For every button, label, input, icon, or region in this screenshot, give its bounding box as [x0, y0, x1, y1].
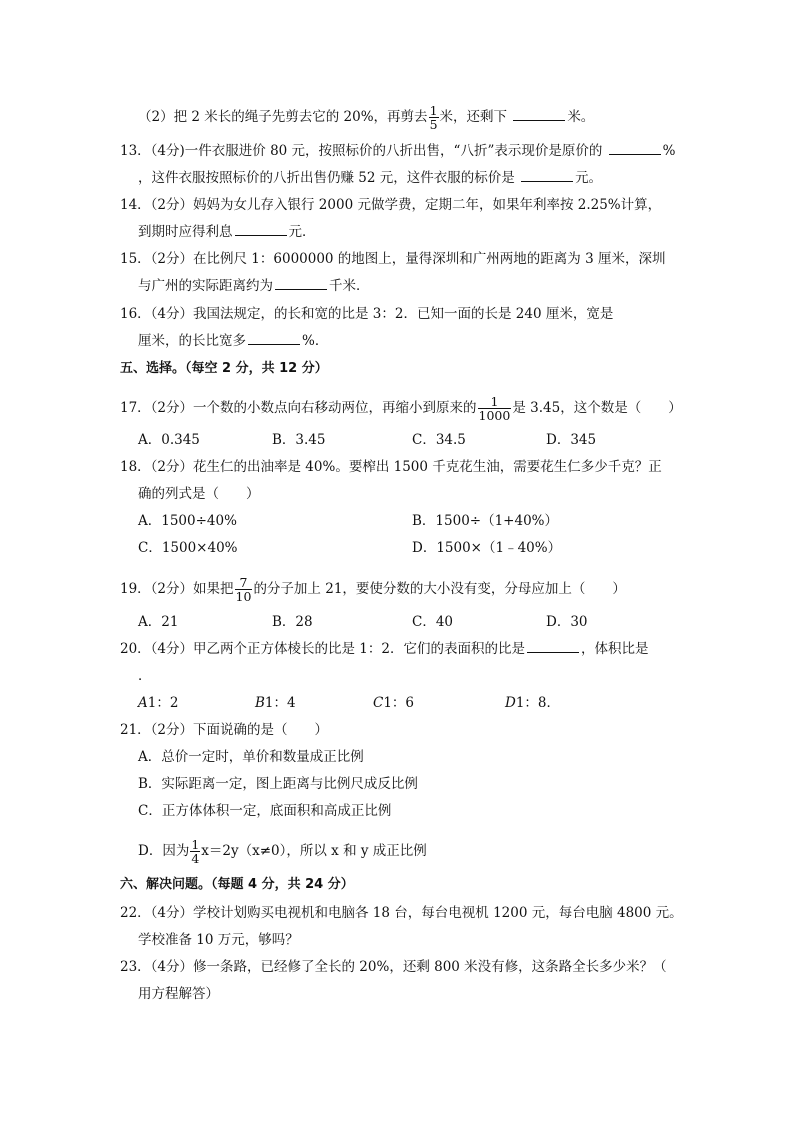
section-heading-choice: 五、选择。（每空 2 分，共 12 分）: [120, 361, 328, 376]
q21-option-c[interactable]: C．正方体体积一定，底面积和高成正比例: [138, 803, 392, 819]
q22-line1: 22．（4分）学校计划购买电视机和电脑各 18 台，每台电视机 1200 元，每台电脑 4800 元。: [120, 905, 683, 921]
q19-option-b[interactable]: B．28: [272, 614, 313, 630]
q14-text-c: 元．: [288, 224, 316, 240]
q14-line1: [120, 196, 661, 214]
fraction-denominator: 10: [235, 589, 252, 604]
q18-option-a[interactable]: A．1500÷40%: [138, 513, 237, 529]
option-letter: C: [373, 695, 384, 711]
q14-line2: [138, 223, 316, 241]
q13-text-b: %: [662, 143, 676, 159]
q17-option-b[interactable]: B．3.45: [272, 432, 326, 448]
q18-line2: 确的列式是（ ）: [138, 486, 260, 502]
q21-option-b[interactable]: B．实际距离一定，图上距离与比例尺成反比例: [138, 776, 418, 792]
section-heading-problems: 六、解决问题。（每题 4 分，共 24 分）: [120, 877, 354, 892]
q15-text-a: 15．（2分）在比例尺 1：6000000 的地图上，量得深圳和广州两地的距离为 3 厘米，深圳: [120, 251, 666, 267]
q19-text-b: 的分子加上 21，要使分数的大小没有变，分母应加上（ ）: [253, 581, 626, 597]
fraction-numerator: 1: [429, 103, 438, 118]
q17-text-a: 17．（2分）一个数的小数点向右移动两位，再缩小到原来的: [120, 400, 477, 416]
option-text: 1：4: [264, 695, 296, 711]
q17-option-c[interactable]: C．34.5: [412, 432, 466, 448]
q18-line1: 18．（2分）花生仁的出油率是 40%。要榨出 1500 千克花生油，需要花生仁多少千克？正: [120, 459, 662, 475]
q13-text-d: 元。: [575, 170, 603, 186]
q13-text-c: ，这件衣服按照标价的八折出售仍赚 52 元，这件衣服的标价是: [138, 170, 515, 186]
q20-option-a[interactable]: [138, 694, 178, 712]
fraction: [235, 576, 253, 603]
q17-option-d[interactable]: D．345: [546, 432, 597, 448]
q20-option-b[interactable]: [255, 694, 296, 712]
fraction-denominator: 4: [191, 851, 200, 866]
option-text: 1：2: [147, 695, 179, 711]
fraction-numerator: 1: [478, 395, 512, 409]
q20-line1: [120, 640, 649, 658]
q23-line2: 用方程解答）: [138, 986, 219, 1002]
q16-text-b: 厘米，的长比宽多: [138, 333, 246, 349]
q15-line2: [138, 277, 370, 295]
q19-option-a[interactable]: A．21: [138, 614, 179, 630]
q15-text-b: 与广州的实际距离约为: [138, 278, 273, 294]
answer-blank[interactable]: [513, 108, 565, 121]
q12-text-a: （2）把 2 米长的绳子先剪去它的 20%，再剪去: [138, 109, 428, 125]
q18-option-d[interactable]: D．1500×（1﹣40%）: [412, 540, 562, 556]
q21-d-text-a: D．因为: [138, 843, 190, 859]
fraction-denominator: 5: [429, 117, 438, 132]
q12-text-b: 米，还剩下: [439, 109, 508, 125]
answer-blank[interactable]: [275, 277, 327, 290]
option-letter: B: [255, 695, 265, 711]
q16-line1: [120, 305, 613, 323]
option-text: 1：6: [383, 695, 415, 711]
q16-line2: [138, 332, 328, 350]
q18-option-b[interactable]: B．1500÷（1+40%）: [412, 513, 558, 529]
fraction: [478, 395, 512, 422]
q20-text-b: ，体积比是: [581, 641, 649, 657]
q22-line2: 学校准备 10 万元，够吗？: [138, 932, 299, 948]
q14-text-a: 14．（2分）妈妈为女儿存入银行 2000 元做学费，定期二年，如果年利率按 2.25%计算，: [120, 197, 662, 213]
answer-blank[interactable]: [235, 223, 287, 236]
fraction: [429, 104, 439, 131]
fraction-denominator: 1000: [478, 408, 511, 423]
option-letter: D: [505, 695, 516, 711]
q20-option-c[interactable]: [373, 694, 414, 712]
q15-line1: [120, 250, 665, 268]
q21-stem: 21．（2分）下面说确的是（ ）: [120, 722, 329, 738]
q21-option-d[interactable]: [138, 838, 427, 865]
option-text: 1：8．: [515, 695, 561, 711]
q23-line1: 23．（4分）修一条路，已经修了全长的 20%，还剩 800 米没有修，这条路全长多少米？（: [120, 959, 667, 975]
q19-text-a: 19．（2分）如果把: [120, 581, 234, 597]
q16-text-a: 16．（4分）我国法规定，的长和宽的比是 3：2．已知一面的长是 240 厘米，宽是: [120, 306, 614, 322]
q21-d-text-b: x＝2y（x≠0），所以 x 和 y 成正比例: [201, 843, 427, 859]
q20-text-a: 20．（4分）甲乙两个正方体棱长的比是 1：2．它们的表面积的比是: [120, 641, 525, 657]
answer-blank[interactable]: [248, 332, 300, 345]
fraction: [190, 838, 200, 865]
q17-stem: [120, 395, 682, 422]
q12-text-c: 米。: [567, 109, 595, 125]
q20-option-d[interactable]: [505, 694, 560, 712]
q17-text-b: 是 3.45，这个数是（ ）: [512, 400, 682, 416]
q17-option-a[interactable]: A．0.345: [138, 432, 200, 448]
q15-text-c: 千米．: [329, 278, 370, 294]
q13-text-a: 13．（4分)一件衣服进价 80 元，按照标价的八折出售，“八折”表示现价是原价的: [120, 143, 603, 159]
q19-option-d[interactable]: D．30: [546, 614, 588, 630]
q14-text-b: 到期时应得利息: [138, 224, 233, 240]
answer-blank[interactable]: [521, 169, 573, 182]
q20-line2: ．: [138, 668, 152, 684]
answer-blank[interactable]: [609, 142, 661, 155]
option-letter: A: [138, 695, 148, 711]
q18-option-c[interactable]: C．1500×40%: [138, 540, 238, 556]
q13-line2: [138, 169, 602, 187]
q16-text-c: %．: [302, 333, 329, 349]
fraction-numerator: 7: [235, 576, 253, 590]
q21-option-a[interactable]: A．总价一定时，单价和数量成正比例: [138, 749, 364, 765]
q12-part2: [138, 104, 594, 131]
q19-stem: [120, 576, 626, 603]
q13-line1: [120, 142, 675, 160]
answer-blank[interactable]: [527, 640, 579, 653]
q19-option-c[interactable]: C．40: [412, 614, 454, 630]
fraction-numerator: 1: [191, 837, 200, 852]
